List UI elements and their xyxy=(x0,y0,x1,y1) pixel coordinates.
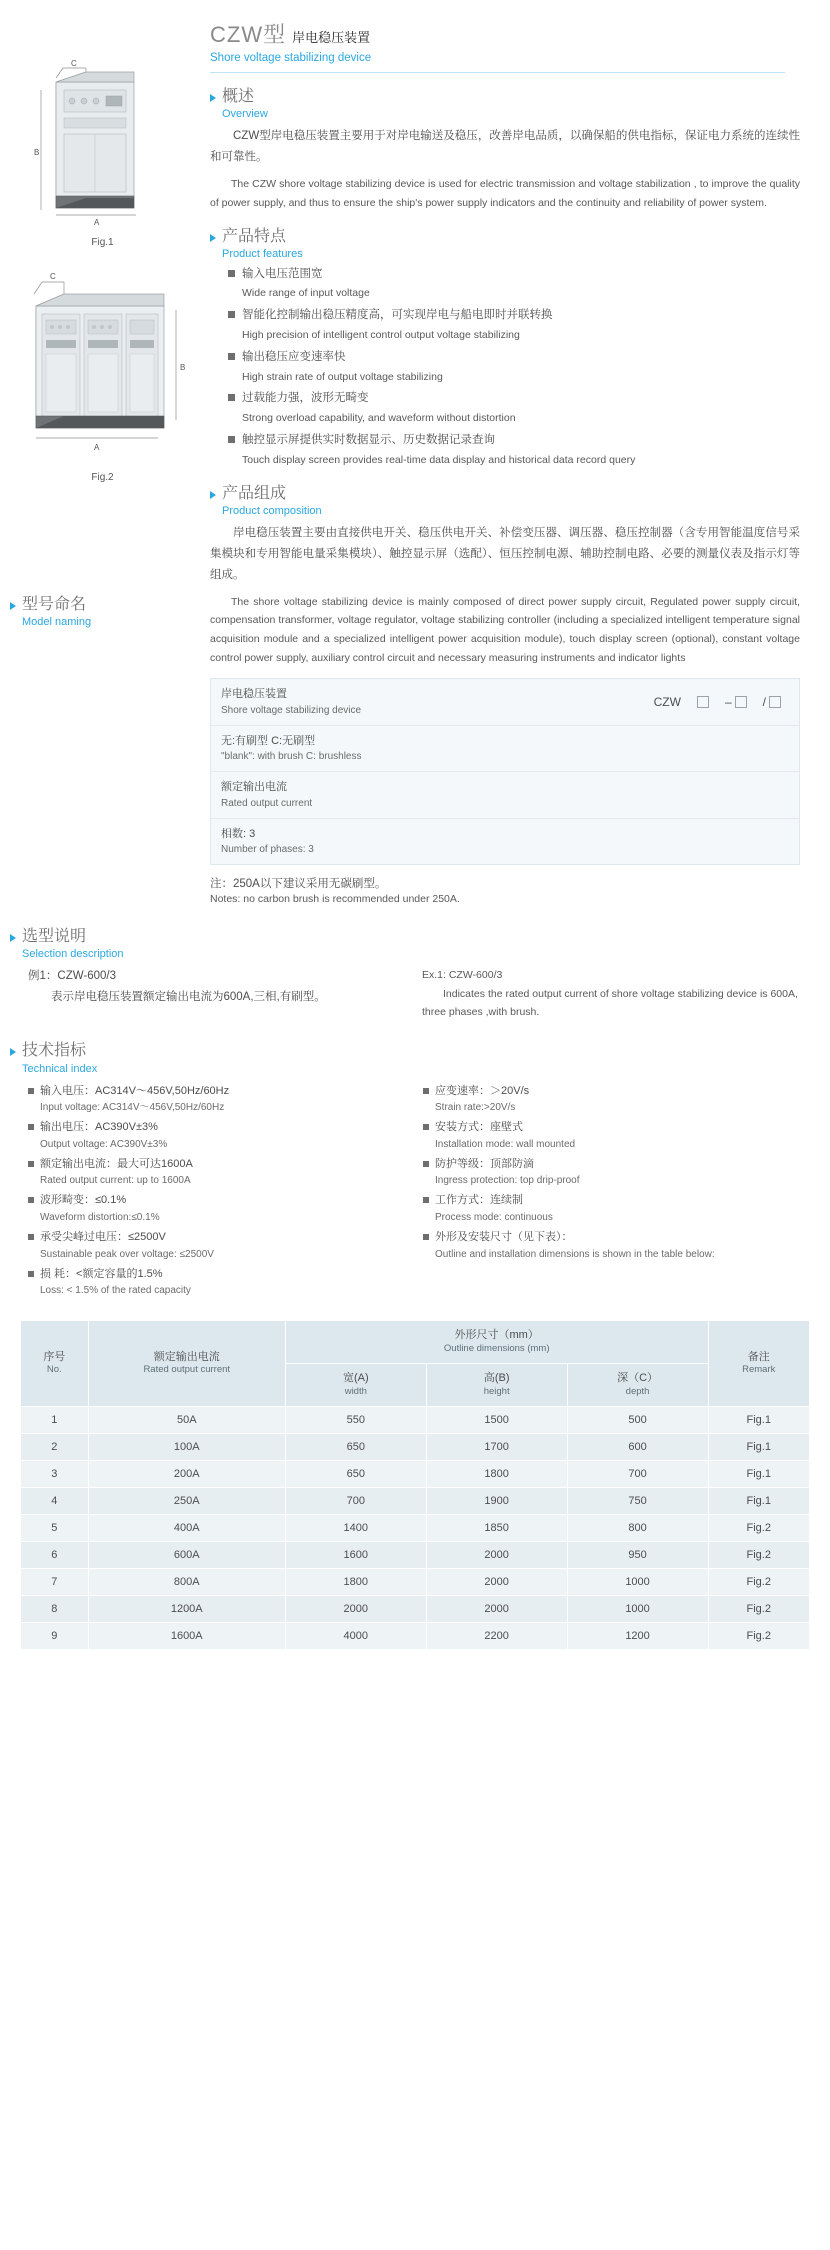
feature-item xyxy=(228,430,800,470)
cell-current: 1200A xyxy=(88,1595,285,1622)
technical-label-en: Loss: < 1.5% of the rated capacity xyxy=(40,1285,191,1297)
cell-width: 1400 xyxy=(285,1514,426,1541)
technical-item xyxy=(423,1229,798,1263)
model-code-row xyxy=(654,686,789,718)
cell-remark: Fig.2 xyxy=(708,1541,809,1568)
technical-label-en: Ingress protection: top drip-proof xyxy=(435,1175,580,1187)
cell-height: 2000 xyxy=(426,1568,567,1595)
th-height: 高(B) height xyxy=(426,1363,567,1406)
figure-1 xyxy=(0,60,205,248)
cell-no: 4 xyxy=(21,1487,89,1514)
cell-depth: 950 xyxy=(567,1541,708,1568)
square-bullet-icon xyxy=(28,1161,34,1167)
cell-width: 1600 xyxy=(285,1541,426,1568)
square-bullet-icon xyxy=(423,1197,429,1203)
technical-label-cn: 防护等级：顶部防滴 xyxy=(435,1157,534,1170)
feature-label-en: Touch display screen provides real-time data display and historical data record query xyxy=(242,453,636,466)
technical-label-en: Output voltage: AC390V±3% xyxy=(40,1138,168,1150)
features-heading-cn: 产品特点 xyxy=(222,227,287,245)
figure-2-caption: Fig.2 xyxy=(91,472,114,483)
cell-depth: 700 xyxy=(567,1460,708,1487)
overview-heading-cn: 概述 xyxy=(222,88,255,105)
technical-item xyxy=(28,1266,403,1300)
technical-label-en: Waveform distortion:≤0.1% xyxy=(40,1212,160,1223)
bullet-triangle-icon xyxy=(10,934,16,942)
model-naming-note xyxy=(210,875,800,905)
technical-label-cn: 外形及安装尺寸（见下表）： xyxy=(435,1231,573,1243)
cell-remark: Fig.1 xyxy=(708,1433,809,1460)
cell-width: 700 xyxy=(285,1487,426,1514)
model-naming-heading-cn: 型号命名 xyxy=(22,596,87,613)
figure-1-caption: Fig.1 xyxy=(91,237,114,248)
feature-label-cn: 触控显示屏提供实时数据显示、历史数据记录查询 xyxy=(242,434,495,446)
th-width: 宽(A) width xyxy=(285,1363,426,1406)
square-bullet-icon xyxy=(28,1234,34,1240)
svg-text:C: C xyxy=(70,60,77,68)
cell-height: 1800 xyxy=(426,1460,567,1487)
square-bullet-icon xyxy=(28,1124,34,1130)
technical-label-cn: 波形畸变：≤0.1% xyxy=(40,1194,127,1207)
technical-item xyxy=(28,1083,403,1117)
technical-label-cn: 承受尖峰过电压：≤2500V xyxy=(40,1231,166,1243)
feature-label-cn: 输入电压范围宽 xyxy=(242,267,323,280)
model-naming-label-en: Rated output current xyxy=(221,797,313,809)
cell-no: 5 xyxy=(21,1514,89,1541)
section-technical-index xyxy=(10,1041,820,1302)
code-box-current: – xyxy=(725,695,747,709)
cell-height: 1700 xyxy=(426,1433,567,1460)
cabinet-drawing-single xyxy=(8,60,198,235)
square-bullet-icon xyxy=(28,1197,34,1203)
header-divider xyxy=(210,72,785,73)
selection-example-body-cn: 表示岸电稳压装置额定输出电流为600A,三相,有刷型。 xyxy=(51,991,326,1003)
cell-height: 2000 xyxy=(426,1541,567,1568)
title-cn: CZW型 xyxy=(210,22,287,47)
model-naming-table xyxy=(210,678,800,865)
model-code-prefix: CZW xyxy=(653,694,681,709)
technical-label-en: Strain rate:>20V/s xyxy=(435,1102,516,1114)
cell-no: 6 xyxy=(21,1541,89,1568)
model-naming-label-en: "blank": with brush C: brushless xyxy=(221,751,362,763)
technical-label-en: Input voltage: AC314V～456V,50Hz/60Hz xyxy=(40,1102,225,1114)
cell-no: 3 xyxy=(21,1460,89,1487)
svg-text:B: B xyxy=(179,363,185,372)
composition-paragraph-en: The shore voltage stabilizing device is mainly composed of direct power supply circuit, Regulated power supply circuit, compensation transformer, voltage regulator, voltage stabilizing controller (including a specialized intelligent temperature signal acquisition module and a specialized intelligent power acquisition module), touch display screen (optional), constant voltage control power supply, auxiliary control circuit and necessary measuring instruments and indicator lights xyxy=(210,595,800,665)
technical-heading-cn: 技术指标 xyxy=(22,1042,87,1060)
composition-heading-en: Product composition xyxy=(222,504,322,517)
cell-depth: 800 xyxy=(567,1514,708,1541)
cell-current: 1600A xyxy=(88,1622,285,1649)
technical-label-cn: 输入电压：AC314V～456V,50Hz/60Hz xyxy=(40,1084,230,1097)
cell-width: 2000 xyxy=(285,1595,426,1622)
model-naming-row xyxy=(211,726,799,773)
feature-label-cn: 过载能力强，波形无畸变 xyxy=(242,392,369,405)
svg-text:B: B xyxy=(33,148,39,157)
selection-example-cn xyxy=(28,966,404,1021)
section-heading-model-naming xyxy=(10,595,91,628)
feature-label-en: Strong overload capability, and waveform without distortion xyxy=(242,412,516,425)
bullet-triangle-icon xyxy=(10,602,16,610)
model-naming-row xyxy=(211,772,799,819)
cell-depth: 1200 xyxy=(567,1622,708,1649)
technical-right-column xyxy=(423,1083,798,1303)
cell-depth: 750 xyxy=(567,1487,708,1514)
technical-heading-en: Technical index xyxy=(22,1062,98,1075)
cell-depth: 1000 xyxy=(567,1568,708,1595)
cell-width: 4000 xyxy=(285,1622,426,1649)
model-naming-label-en: Number of phases: 3 xyxy=(221,844,314,856)
svg-text:C: C xyxy=(49,272,56,281)
code-box-phases: / xyxy=(763,695,781,709)
table-row xyxy=(21,1541,810,1568)
square-bullet-icon xyxy=(228,353,235,360)
composition-paragraph-cn: 岸电稳压装置主要由直接供电开关、稳压供电开关、补偿变压器、调压器、稳压控制器（含专用智能温度信号采集模块和专用智能电量采集模块）、触控显示屏（选配）、恒压控制电源、辅助控制电路、必要的测量仪表及指示灯等组成。 xyxy=(210,526,800,582)
technical-label-cn: 输出电压：AC390V±3% xyxy=(40,1121,158,1134)
square-bullet-icon xyxy=(423,1088,429,1094)
cell-current: 250A xyxy=(88,1487,285,1514)
selection-example-en xyxy=(422,966,798,1021)
table-header-row-1 xyxy=(21,1321,810,1364)
technical-label-en: Sustainable peak over voltage: ≤2500V xyxy=(40,1248,214,1260)
technical-item xyxy=(423,1083,798,1117)
th-outline-dimensions: 外形尺寸（mm） Outline dimensions (mm) xyxy=(285,1321,708,1364)
model-naming-heading-en: Model naming xyxy=(22,616,92,629)
square-bullet-icon xyxy=(423,1161,429,1167)
table-row xyxy=(21,1406,810,1433)
technical-label-en: Outline and installation dimensions is shown in the table below: xyxy=(435,1248,715,1260)
table-row xyxy=(21,1568,810,1595)
technical-item xyxy=(423,1192,798,1226)
technical-label-cn: 损 耗：<额定容量的1.5% xyxy=(40,1267,163,1280)
main-content xyxy=(210,87,810,905)
technical-label-cn: 应变速率：＞20V/s xyxy=(435,1084,530,1097)
cell-depth: 1000 xyxy=(567,1595,708,1622)
feature-item xyxy=(228,388,800,428)
table-row xyxy=(21,1514,810,1541)
model-naming-row xyxy=(211,679,799,726)
cell-current: 100A xyxy=(88,1433,285,1460)
technical-label-cn: 工作方式：连续制 xyxy=(435,1194,523,1207)
cell-height: 1850 xyxy=(426,1514,567,1541)
technical-label-cn: 额定输出电流：最大可达1600A xyxy=(40,1157,193,1170)
feature-item xyxy=(228,305,800,345)
section-overview xyxy=(210,87,800,213)
model-naming-label-cn: 额定输出电流 xyxy=(221,781,287,794)
model-naming-label-cn: 无:有刷型 C:无刷型 xyxy=(221,734,316,747)
cell-depth: 500 xyxy=(567,1406,708,1433)
note-en: Notes: no carbon brush is recommended under 250A. xyxy=(210,893,460,906)
code-box-brush xyxy=(697,696,709,708)
dimensions-table-wrapper xyxy=(20,1320,810,1649)
table-row xyxy=(21,1622,810,1649)
page-title xyxy=(210,18,830,49)
cell-current: 50A xyxy=(88,1406,285,1433)
section-selection xyxy=(10,927,820,1021)
technical-label-en: Rated output current: up to 1600A xyxy=(40,1175,191,1187)
dimensions-table xyxy=(20,1320,810,1649)
table-row xyxy=(21,1487,810,1514)
bullet-triangle-icon xyxy=(10,1048,16,1056)
cell-width: 650 xyxy=(285,1460,426,1487)
table-row xyxy=(21,1595,810,1622)
technical-item xyxy=(28,1156,403,1190)
cell-height: 1900 xyxy=(426,1487,567,1514)
technical-item xyxy=(28,1119,403,1153)
technical-label-en: Process mode: continuous xyxy=(435,1212,553,1223)
note-cn: 注：250A以下建议采用无碳刷型。 xyxy=(210,878,387,891)
cell-remark: Fig.1 xyxy=(708,1406,809,1433)
model-naming-label-cn: 相数: 3 xyxy=(221,827,256,840)
th-no: 序号 No. xyxy=(21,1321,89,1406)
selection-example-title-en: Ex.1: CZW-600/3 xyxy=(422,969,503,982)
overview-paragraph-cn: CZW型岸电稳压装置主要用于对岸电输送及稳压，改善岸电品质，以确保船的供电指标，保证电力系统的连续性和可靠性。 xyxy=(210,130,800,164)
feature-label-cn: 智能化控制输出稳压精度高，可实现岸电与船电即时并联转换 xyxy=(242,309,553,322)
section-composition xyxy=(210,484,800,669)
square-bullet-icon xyxy=(423,1234,429,1240)
feature-label-en: Wide range of input voltage xyxy=(242,287,370,300)
cell-no: 7 xyxy=(21,1568,89,1595)
section-features xyxy=(210,227,800,470)
selection-heading-en: Selection description xyxy=(22,948,124,961)
svg-text:A: A xyxy=(93,443,99,452)
table-row xyxy=(21,1460,810,1487)
square-bullet-icon xyxy=(423,1124,429,1130)
cabinet-drawing-multi xyxy=(8,270,198,470)
model-naming-row xyxy=(211,819,799,865)
th-remark: 备注 Remark xyxy=(708,1321,809,1406)
square-bullet-icon xyxy=(28,1088,34,1094)
cell-width: 650 xyxy=(285,1433,426,1460)
cell-height: 2200 xyxy=(426,1622,567,1649)
feature-label-en: High strain rate of output voltage stabilizing xyxy=(242,370,443,383)
square-bullet-icon xyxy=(228,436,235,443)
technical-item xyxy=(423,1156,798,1190)
th-depth: 深（C） depth xyxy=(567,1363,708,1406)
cell-no: 8 xyxy=(21,1595,89,1622)
cell-current: 400A xyxy=(88,1514,285,1541)
square-bullet-icon xyxy=(228,311,235,318)
cell-current: 200A xyxy=(88,1460,285,1487)
bullet-triangle-icon xyxy=(210,94,216,102)
title-cn-sub: 岸电稳压装置 xyxy=(292,30,371,45)
table-row xyxy=(21,1433,810,1460)
cell-no: 9 xyxy=(21,1622,89,1649)
bullet-triangle-icon xyxy=(210,491,216,499)
square-bullet-icon xyxy=(228,270,235,277)
cell-remark: Fig.2 xyxy=(708,1595,809,1622)
figure-2 xyxy=(0,270,205,483)
cell-remark: Fig.2 xyxy=(708,1568,809,1595)
cell-depth: 600 xyxy=(567,1433,708,1460)
feature-label-cn: 输出稳压应变速率快 xyxy=(242,350,346,363)
technical-label-en: Installation mode: wall mounted xyxy=(435,1138,576,1150)
feature-item xyxy=(228,264,800,304)
cell-width: 1800 xyxy=(285,1568,426,1595)
feature-label-en: High precision of intelligent control output voltage stabilizing xyxy=(242,328,520,341)
overview-heading-en: Overview xyxy=(222,108,268,121)
square-bullet-icon xyxy=(28,1271,34,1277)
selection-example-title-cn: 例1：CZW-600/3 xyxy=(28,970,116,983)
title-en: Shore voltage stabilizing device xyxy=(210,52,372,64)
cell-no: 1 xyxy=(21,1406,89,1433)
th-rated-current: 额定输出电流 Rated output current xyxy=(88,1321,285,1406)
overview-paragraph-en: The CZW shore voltage stabilizing device is used for electric transmission and voltage stabilization , to improve the quality of power supply, and thus to ensure the ship's power supply indicators and the continuity and reliability of power system. xyxy=(210,177,800,209)
technical-item xyxy=(28,1229,403,1263)
page-header xyxy=(0,0,830,64)
cell-remark: Fig.1 xyxy=(708,1460,809,1487)
features-heading-en: Product features xyxy=(222,247,303,260)
model-naming-label-cn: 岸电稳压装置 xyxy=(221,688,287,701)
square-bullet-icon xyxy=(228,394,235,401)
model-naming-label-en: Shore voltage stabilizing device xyxy=(221,704,362,716)
cell-height: 2000 xyxy=(426,1595,567,1622)
cell-current: 800A xyxy=(88,1568,285,1595)
cell-remark: Fig.2 xyxy=(708,1622,809,1649)
cell-remark: Fig.1 xyxy=(708,1487,809,1514)
technical-label-cn: 安装方式：座壁式 xyxy=(435,1121,523,1134)
bullet-triangle-icon xyxy=(210,234,216,242)
cell-remark: Fig.2 xyxy=(708,1514,809,1541)
technical-item xyxy=(423,1119,798,1153)
cell-width: 550 xyxy=(285,1406,426,1433)
cell-height: 1500 xyxy=(426,1406,567,1433)
technical-left-column xyxy=(28,1083,403,1303)
cell-no: 2 xyxy=(21,1433,89,1460)
technical-item xyxy=(28,1192,403,1226)
svg-text:A: A xyxy=(93,218,99,227)
cell-current: 600A xyxy=(88,1541,285,1568)
feature-item xyxy=(228,347,800,387)
selection-example-body-en: Indicates the rated output current of shore voltage stabilizing device is 600A, three phases ,with brush. xyxy=(422,987,798,1019)
figures-column xyxy=(0,60,205,489)
composition-heading-cn: 产品组成 xyxy=(222,484,287,502)
selection-heading-cn: 选型说明 xyxy=(22,928,87,946)
